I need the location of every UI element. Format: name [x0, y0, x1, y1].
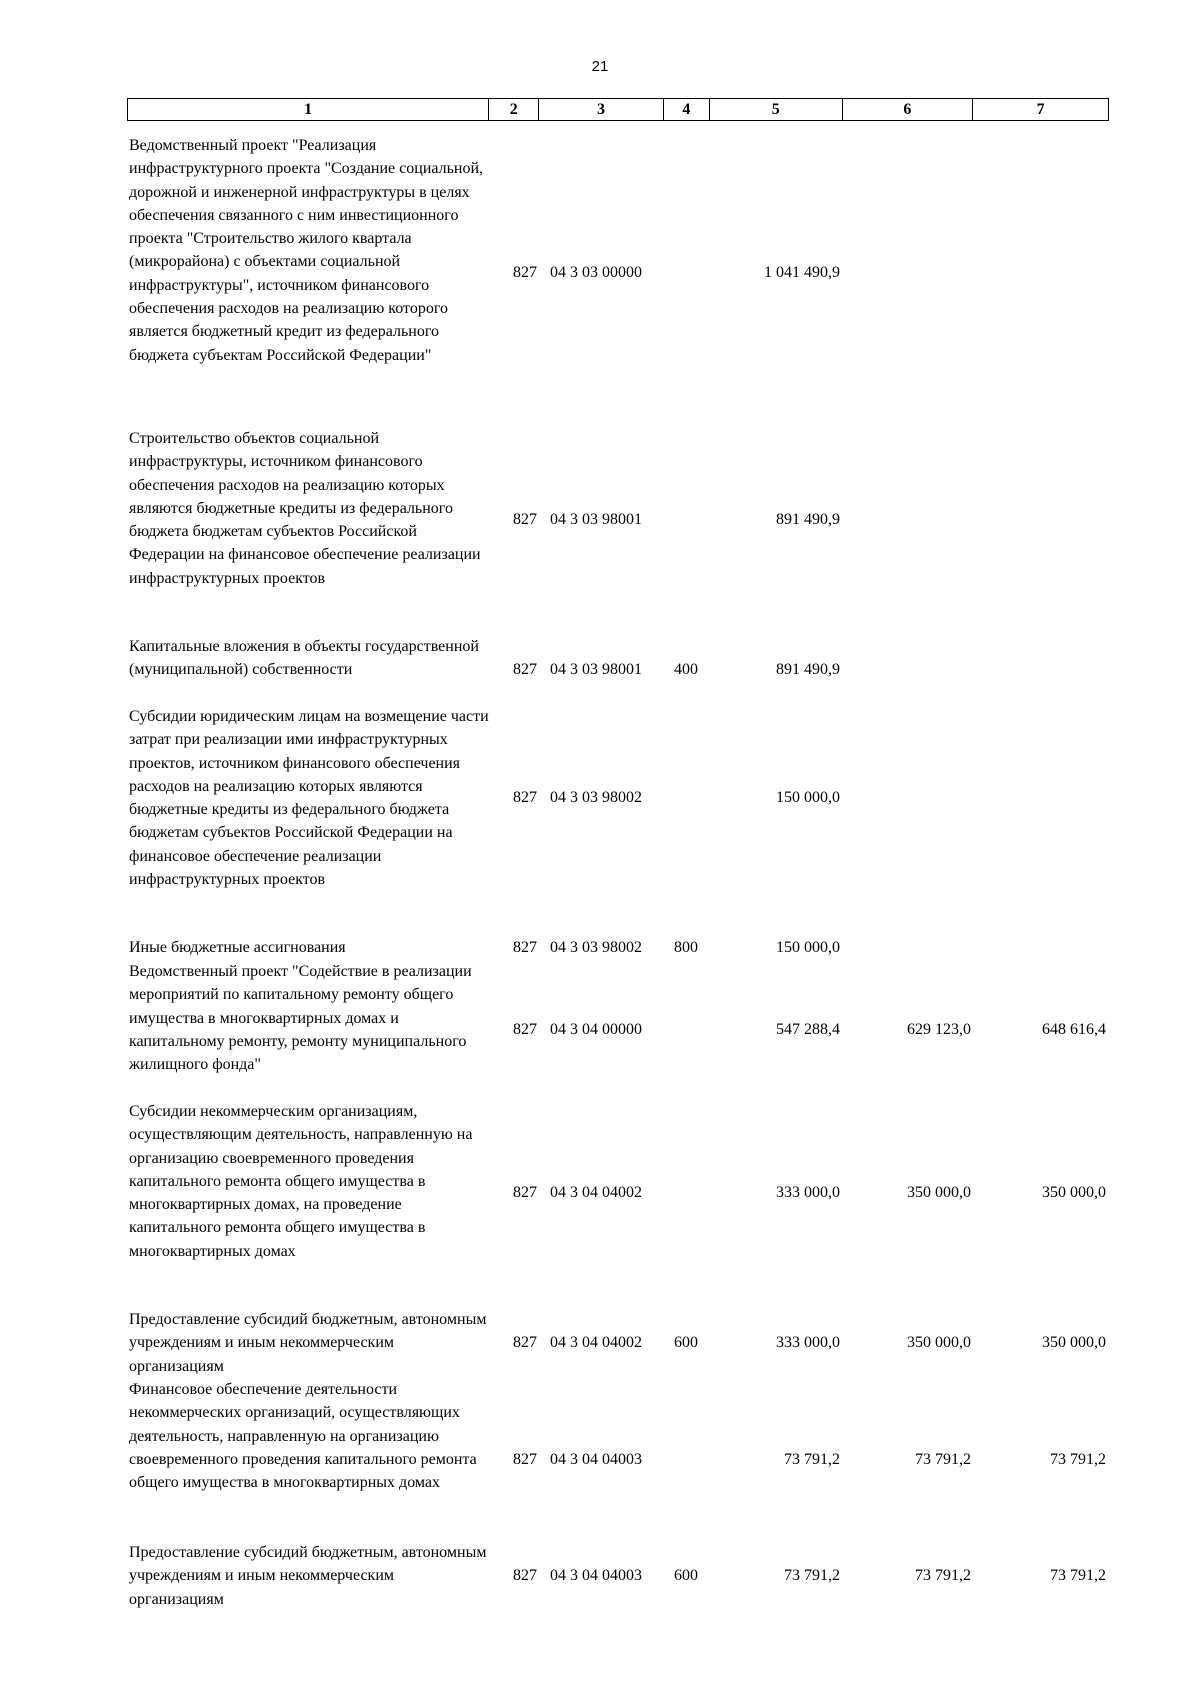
table-row: [127, 635, 1109, 705]
row-name: Ведомственный проект "Содействие в реализации мероприятий по капитальному ремонту общего имущества в многоквартирных домах и капитальному ремонту, ремонту муниципального жилищного фонда": [129, 963, 472, 1074]
row-amount-col5: 333 000,0: [776, 1334, 840, 1352]
row-expense-type: 600: [674, 1334, 698, 1352]
row-amount-col7: 350 000,0: [1042, 1334, 1106, 1352]
row-ministry-code: 827: [513, 511, 537, 529]
row-expense-type: 800: [674, 939, 698, 957]
row-expense-type: [664, 1378, 710, 1541]
row-amount-col7: [974, 635, 1109, 705]
row-amount-col5: 73 791,2: [784, 1567, 840, 1585]
header-col-7: 7: [1036, 100, 1045, 118]
row-name: Финансовое обеспечение деятельности некоммерческих организаций, осуществляющих деятельность, направленную на организацию своевременного проведения капитального ремонта общего имущества в многоквартирных домах: [129, 1381, 477, 1492]
row-amount-col6: [843, 427, 974, 613]
row-amount-col7: [974, 134, 1109, 412]
table-row: [127, 1541, 1109, 1611]
row-ministry-code: 827: [513, 1021, 537, 1039]
row-name: Субсидии юридическим лицам на возмещение части затрат при реализации ими инфраструктурных проектов, источником финансового обеспечения расходов на реализацию которых являются бюджетные кредиты из федерального бюджета бюджетам субъектов Российской Федерации на финансовое обеспечение реализации инфраструктурных проектов: [129, 708, 489, 889]
row-expense-type: 600: [674, 1567, 698, 1585]
row-amount-col7: [974, 936, 1109, 960]
row-amount-col7: 648 616,4: [1042, 1021, 1106, 1039]
row-target-article: 04 3 04 04002: [550, 1184, 642, 1202]
row-amount-col7: [974, 705, 1109, 891]
row-target-article: 04 3 04 04002: [550, 1334, 642, 1352]
row-amount-col6: 73 791,2: [915, 1450, 971, 1468]
row-ministry-code: 827: [513, 1450, 537, 1468]
row-name: Ведомственный проект "Реализация инфраструктурного проекта "Создание социальной, дорожной и инженерной инфраструктуры в целях обеспечения связанного с ним инвестиционного проекта "Строительство жилого квартала (микрорайона) с объектами социальной инфраструктуры", источником финансового обеспечения расходов на реализацию которого является бюджетный кредит из федерального бюджета субъектам Российской Федерации": [129, 137, 484, 364]
row-amount-col7: 73 791,2: [1050, 1450, 1106, 1468]
row-amount-col5: 150 000,0: [776, 939, 840, 957]
table-header: [127, 98, 1109, 121]
row-name: Субсидии некоммерческим организациям, осуществляющим деятельность, направленную на организацию своевременного проведения капитального ремонта общего имущества в многоквартирных домах, на проведение капитального ремонта общего имущества в многоквартирных домах: [129, 1103, 473, 1260]
row-name: Капитальные вложения в объекты государственной (муниципальной) собственности: [129, 638, 479, 679]
row-expense-type: [664, 134, 710, 412]
row-amount-col6: 350 000,0: [907, 1184, 971, 1202]
row-ministry-code: 827: [513, 939, 537, 957]
row-amount-col5: 150 000,0: [776, 789, 840, 807]
row-amount-col6: 350 000,0: [907, 1334, 971, 1352]
row-target-article: 04 3 04 00000: [550, 1021, 642, 1039]
row-name: Иные бюджетные ассигнования: [129, 939, 346, 956]
row-expense-type: [664, 960, 710, 1100]
row-amount-col6: 73 791,2: [915, 1567, 971, 1585]
row-amount-col6: [843, 705, 974, 891]
row-amount-col7: 73 791,2: [1050, 1567, 1106, 1585]
row-expense-type: [664, 1100, 710, 1286]
table-row: [127, 936, 1109, 960]
row-amount-col5: 333 000,0: [776, 1184, 840, 1202]
row-amount-col6: 629 123,0: [907, 1021, 971, 1039]
header-col-5: 5: [710, 99, 843, 120]
row-target-article: 04 3 03 98001: [550, 511, 642, 529]
header-col-2: 2: [489, 99, 539, 120]
row-expense-type: 400: [674, 661, 698, 679]
row-name: Предоставление субсидий бюджетным, автономным учреждениям и иным некоммерческим организациям: [129, 1544, 487, 1608]
row-amount-col5: 73 791,2: [784, 1450, 840, 1468]
row-ministry-code: 827: [513, 264, 537, 282]
row-amount-col5: 547 288,4: [776, 1021, 840, 1039]
table-row: [127, 1100, 1109, 1286]
table-row: [127, 705, 1109, 891]
row-amount-col7: 350 000,0: [1042, 1184, 1106, 1202]
row-name: Предоставление субсидий бюджетным, автономным учреждениям и иным некоммерческим организациям: [129, 1311, 487, 1375]
header-col-6: 6: [843, 99, 974, 120]
row-amount-col6: [843, 936, 974, 960]
header-col-3: 3: [539, 99, 664, 120]
row-target-article: 04 3 03 98001: [550, 661, 642, 679]
row-amount-col6: [843, 635, 974, 705]
row-target-article: 04 3 04 04003: [550, 1450, 642, 1468]
row-target-article: 04 3 04 04003: [550, 1567, 642, 1585]
table-row: [127, 427, 1109, 613]
header-col-1: 1: [128, 99, 489, 120]
row-expense-type: [664, 705, 710, 891]
row-amount-col5: 1 041 490,9: [764, 264, 840, 282]
row-name: Строительство объектов социальной инфраструктуры, источником финансового обеспечения расходов на реализацию которых являются бюджетные кредиты из федерального бюджета бюджетам субъектов Российской Федерации на финансовое обеспечение реализации инфраструктурных проектов: [129, 430, 481, 587]
table-row: [127, 134, 1109, 412]
row-ministry-code: 827: [513, 1184, 537, 1202]
row-target-article: 04 3 03 00000: [550, 264, 642, 282]
row-expense-type: [664, 427, 710, 613]
row-ministry-code: 827: [513, 1567, 537, 1585]
row-target-article: 04 3 03 98002: [550, 789, 642, 807]
page-number: 21: [591, 58, 609, 75]
row-ministry-code: 827: [513, 1334, 537, 1352]
row-amount-col5: 891 490,9: [776, 661, 840, 679]
row-ministry-code: 827: [513, 661, 537, 679]
row-target-article: 04 3 03 98002: [550, 939, 642, 957]
row-ministry-code: 827: [513, 789, 537, 807]
row-amount-col7: [974, 427, 1109, 613]
table-row: [127, 960, 1109, 1100]
table-row: [127, 1308, 1109, 1378]
header-col-4: 4: [664, 99, 710, 120]
table-row: [127, 1378, 1109, 1541]
row-amount-col5: 891 490,9: [776, 511, 840, 529]
row-amount-col6: [843, 134, 974, 412]
